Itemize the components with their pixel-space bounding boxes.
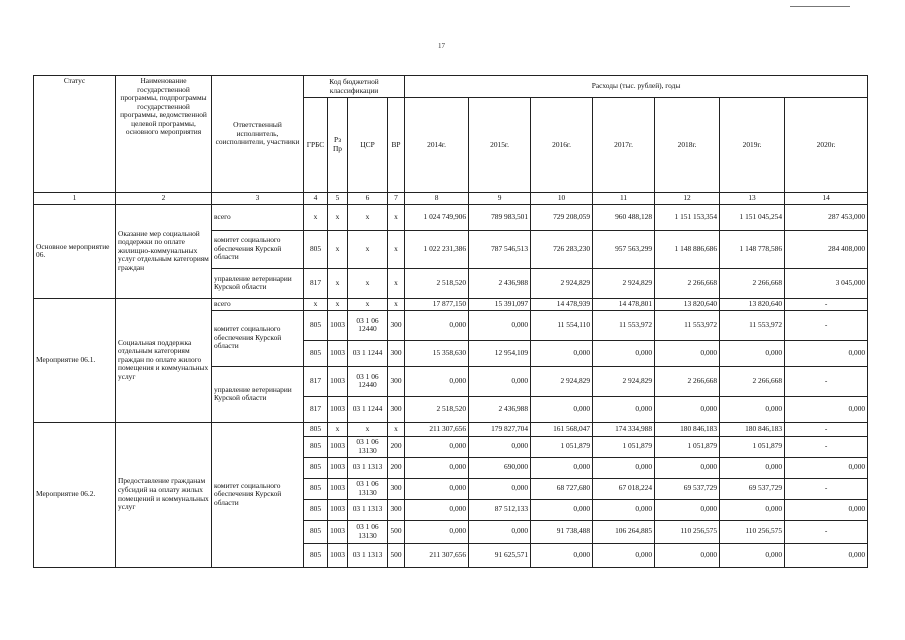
expense-value-cell: 13 820,640 (655, 298, 720, 310)
expense-value-cell: 0,000 (720, 543, 785, 567)
rzpr-cell: х (328, 422, 348, 436)
expense-value-cell: 0,000 (785, 543, 868, 567)
vr-cell: 500 (388, 520, 405, 543)
expense-value-cell: 0,000 (531, 396, 593, 422)
header-year: 2016г. (531, 98, 593, 193)
expense-value-cell: 2 518,520 (405, 396, 469, 422)
header-budget-code: Код бюджетной классификации (304, 76, 405, 98)
expense-value-cell: 1 051,879 (593, 436, 655, 457)
expense-value-cell: 0,000 (531, 499, 593, 520)
grbs-cell: 817 (304, 366, 328, 396)
expense-value-cell: 11 554,110 (531, 310, 593, 340)
expense-value-cell: 13 820,640 (720, 298, 785, 310)
grbs-cell: 805 (304, 543, 328, 567)
expense-value-cell: 2 436,988 (469, 268, 531, 298)
expense-value-cell: 68 727,680 (531, 478, 593, 499)
table-row (34, 422, 868, 436)
column-number: 8 (405, 193, 469, 205)
expense-value-cell: 2 518,520 (405, 268, 469, 298)
expense-value-cell: 0,000 (405, 436, 469, 457)
expense-value-cell: - (785, 366, 868, 396)
column-number: 6 (348, 193, 388, 205)
vr-cell: 300 (388, 310, 405, 340)
column-number: 10 (531, 193, 593, 205)
table-header (34, 76, 868, 205)
grbs-cell: 805 (304, 340, 328, 366)
table-row (34, 204, 868, 230)
header-year: 2018г. (655, 98, 720, 193)
expense-value-cell: 0,000 (785, 457, 868, 478)
expense-value-cell: 180 846,183 (655, 422, 720, 436)
column-number: 3 (212, 193, 304, 205)
rzpr-cell: х (328, 298, 348, 310)
expense-value-cell: 0,000 (655, 457, 720, 478)
expense-value-cell: - (785, 310, 868, 340)
program-name-cell: Социальная поддержка отдельным категориям граждан по оплате жилого помещения и коммунальных услуг (116, 298, 212, 422)
table-body (34, 204, 868, 567)
expense-value-cell: 15 358,630 (405, 340, 469, 366)
grbs-cell: 805 (304, 520, 328, 543)
executor-cell: комитет социального обеспечения Курской области (212, 310, 304, 366)
expense-value-cell: 0,000 (469, 366, 531, 396)
expense-value-cell: 0,000 (469, 436, 531, 457)
expense-value-cell: 2 436,988 (469, 396, 531, 422)
grbs-cell: 805 (304, 457, 328, 478)
csr-cell: х (348, 268, 388, 298)
grbs-cell: х (304, 204, 328, 230)
vr-cell: 300 (388, 499, 405, 520)
executor-cell: комитет социального обеспечения Курской области (212, 422, 304, 567)
csr-cell: х (348, 230, 388, 268)
expense-value-cell: 0,000 (593, 499, 655, 520)
expense-value-cell: 0,000 (593, 457, 655, 478)
expense-value-cell: 69 537,729 (655, 478, 720, 499)
header-csr: ЦСР (348, 98, 388, 193)
expense-value-cell: 0,000 (785, 396, 868, 422)
csr-cell: 03 1 1244 (348, 340, 388, 366)
grbs-cell: 817 (304, 396, 328, 422)
vr-cell: 200 (388, 436, 405, 457)
expense-value-cell: 2 924,829 (593, 366, 655, 396)
expense-value-cell: - (785, 478, 868, 499)
expense-value-cell: 1 051,879 (531, 436, 593, 457)
expense-value-cell: 0,000 (785, 340, 868, 366)
grbs-cell: х (304, 298, 328, 310)
expense-value-cell: 0,000 (469, 478, 531, 499)
expense-value-cell: 0,000 (720, 499, 785, 520)
expense-value-cell: 0,000 (720, 396, 785, 422)
grbs-cell: 805 (304, 499, 328, 520)
rzpr-cell: 1003 (328, 436, 348, 457)
grbs-cell: 817 (304, 268, 328, 298)
expense-value-cell: 1 024 749,906 (405, 204, 469, 230)
header-grbs: ГРБС (304, 98, 328, 193)
column-number: 13 (720, 193, 785, 205)
csr-cell: х (348, 422, 388, 436)
column-number: 2 (116, 193, 212, 205)
grbs-cell: 805 (304, 436, 328, 457)
expense-value-cell: 957 563,299 (593, 230, 655, 268)
expense-value-cell: 91 738,488 (531, 520, 593, 543)
expense-value-cell: 0,000 (655, 396, 720, 422)
vr-cell: х (388, 298, 405, 310)
vr-cell: х (388, 230, 405, 268)
rzpr-cell: х (328, 230, 348, 268)
column-number-row (34, 193, 868, 205)
expense-value-cell: 2 924,829 (531, 366, 593, 396)
vr-cell: 300 (388, 478, 405, 499)
expense-value-cell: 11 553,972 (720, 310, 785, 340)
expense-value-cell: 2 266,668 (655, 268, 720, 298)
expense-value-cell: 0,000 (655, 499, 720, 520)
expense-value-cell: 67 018,224 (593, 478, 655, 499)
expense-value-cell: 0,000 (405, 457, 469, 478)
header-name: Наименование государственной программы, подпрограммы государственной программы, ведомственной целевой программы, основного мероприятия (116, 76, 212, 193)
header-vr: ВР (388, 98, 405, 193)
expense-value-cell: 0,000 (531, 457, 593, 478)
column-number: 1 (34, 193, 116, 205)
expense-value-cell: 110 256,575 (655, 520, 720, 543)
column-number: 11 (593, 193, 655, 205)
expense-value-cell: 2 924,829 (531, 268, 593, 298)
grbs-cell: 805 (304, 310, 328, 340)
vr-cell: х (388, 422, 405, 436)
column-number: 4 (304, 193, 328, 205)
header-year: 2020г. (785, 98, 868, 193)
csr-cell: 03 1 1313 (348, 457, 388, 478)
expense-value-cell: 0,000 (720, 457, 785, 478)
expense-value-cell: 284 408,000 (785, 230, 868, 268)
expense-value-cell: 0,000 (531, 340, 593, 366)
expense-value-cell: 180 846,183 (720, 422, 785, 436)
vr-cell: х (388, 268, 405, 298)
expense-value-cell: - (785, 520, 868, 543)
expense-value-cell: 1 151 045,254 (720, 204, 785, 230)
expense-value-cell: 789 983,501 (469, 204, 531, 230)
expense-value-cell: 2 266,668 (720, 268, 785, 298)
column-number: 7 (388, 193, 405, 205)
column-number: 5 (328, 193, 348, 205)
vr-cell: 300 (388, 366, 405, 396)
expense-value-cell: 787 546,513 (469, 230, 531, 268)
header-year: 2014г. (405, 98, 469, 193)
vr-cell: 200 (388, 457, 405, 478)
csr-cell: 03 1 1313 (348, 499, 388, 520)
rzpr-cell: 1003 (328, 366, 348, 396)
expense-value-cell: - (785, 436, 868, 457)
page-number: 17 (438, 42, 445, 50)
column-number: 12 (655, 193, 720, 205)
vr-cell: 500 (388, 543, 405, 567)
rzpr-cell: 1003 (328, 499, 348, 520)
header-status: Статус (34, 76, 116, 193)
grbs-cell: 805 (304, 422, 328, 436)
program-name-cell: Предоставление гражданам субсидий на оплату жилых помещений и коммунальных услуг (116, 422, 212, 567)
rzpr-cell: 1003 (328, 457, 348, 478)
header-year: 2019г. (720, 98, 785, 193)
expense-value-cell: 15 391,097 (469, 298, 531, 310)
column-number: 9 (469, 193, 531, 205)
expense-value-cell: - (785, 422, 868, 436)
status-cell: Мероприятие 06.1. (34, 298, 116, 422)
expense-value-cell: 1 148 886,686 (655, 230, 720, 268)
rzpr-cell: 1003 (328, 396, 348, 422)
csr-cell: 03 1 06 13130 (348, 436, 388, 457)
executor-cell: комитет социального обеспечения Курской области (212, 230, 304, 268)
csr-cell: 03 1 06 12440 (348, 310, 388, 340)
expense-value-cell: 2 924,829 (593, 268, 655, 298)
expense-value-cell: 0,000 (655, 340, 720, 366)
csr-cell: х (348, 204, 388, 230)
rzpr-cell: 1003 (328, 543, 348, 567)
expense-value-cell: 1 148 778,586 (720, 230, 785, 268)
rzpr-cell: х (328, 268, 348, 298)
rzpr-cell: 1003 (328, 478, 348, 499)
csr-cell: 03 1 1244 (348, 396, 388, 422)
expense-value-cell: 110 256,575 (720, 520, 785, 543)
expense-value-cell: 91 625,571 (469, 543, 531, 567)
rzpr-cell: 1003 (328, 520, 348, 543)
expense-value-cell: 17 877,150 (405, 298, 469, 310)
expense-value-cell: 0,000 (469, 310, 531, 340)
expense-value-cell: 1 051,879 (655, 436, 720, 457)
csr-cell: х (348, 298, 388, 310)
header-year: 2017г. (593, 98, 655, 193)
expense-value-cell: 12 954,109 (469, 340, 531, 366)
expense-value-cell: 161 568,047 (531, 422, 593, 436)
expense-value-cell: - (785, 298, 868, 310)
expense-value-cell: 0,000 (405, 310, 469, 340)
expense-value-cell: 2 266,668 (655, 366, 720, 396)
vr-cell: 300 (388, 396, 405, 422)
expense-value-cell: 2 266,668 (720, 366, 785, 396)
expense-value-cell: 1 151 153,354 (655, 204, 720, 230)
csr-cell: 03 1 1313 (348, 543, 388, 567)
expense-value-cell: 0,000 (593, 340, 655, 366)
expense-value-cell: 960 488,128 (593, 204, 655, 230)
expense-value-cell: 211 307,656 (405, 422, 469, 436)
csr-cell: 03 1 06 12440 (348, 366, 388, 396)
expense-value-cell: 0,000 (405, 478, 469, 499)
vr-cell: х (388, 204, 405, 230)
executor-cell: управление ветеринарии Курской области (212, 366, 304, 422)
vr-cell: 300 (388, 340, 405, 366)
expense-value-cell: 211 307,656 (405, 543, 469, 567)
expense-value-cell: 0,000 (405, 499, 469, 520)
grbs-cell: 805 (304, 230, 328, 268)
expense-value-cell: 690,000 (469, 457, 531, 478)
expense-value-cell: 0,000 (531, 543, 593, 567)
expense-value-cell: 3 045,000 (785, 268, 868, 298)
rzpr-cell: х (328, 204, 348, 230)
expense-value-cell: 14 478,801 (593, 298, 655, 310)
expense-value-cell: 11 553,972 (593, 310, 655, 340)
expense-value-cell: 0,000 (405, 366, 469, 396)
expense-value-cell: 69 537,729 (720, 478, 785, 499)
executor-cell: всего (212, 204, 304, 230)
rzpr-cell: 1003 (328, 340, 348, 366)
expense-value-cell: 174 334,988 (593, 422, 655, 436)
expense-value-cell: 11 553,972 (655, 310, 720, 340)
program-name-cell: Оказание мер социальной поддержки по оплате жилищно-коммунальных услуг отдельным категориям граждан (116, 204, 212, 298)
expense-value-cell: 1 022 231,386 (405, 230, 469, 268)
expense-value-cell: 0,000 (785, 499, 868, 520)
expense-value-cell: 106 264,885 (593, 520, 655, 543)
expense-value-cell: 0,000 (655, 543, 720, 567)
header-expenses: Расходы (тыс. рублей), годы (405, 76, 868, 98)
budget-table (33, 75, 868, 568)
expense-value-cell: 0,000 (405, 520, 469, 543)
expense-value-cell: 0,000 (469, 520, 531, 543)
executor-cell: всего (212, 298, 304, 310)
expense-value-cell: 179 827,704 (469, 422, 531, 436)
header-executor: Ответственный исполнитель, соисполнители, участники (212, 76, 304, 193)
expense-value-cell: 726 283,230 (531, 230, 593, 268)
status-cell: Основное мероприятие 06. (34, 204, 116, 298)
table-row (34, 298, 868, 310)
column-number: 14 (785, 193, 868, 205)
top-rule (790, 6, 850, 7)
expense-value-cell: 1 051,879 (720, 436, 785, 457)
csr-cell: 03 1 06 13130 (348, 520, 388, 543)
rzpr-cell: 1003 (328, 310, 348, 340)
expense-value-cell: 0,000 (720, 340, 785, 366)
header-rzpr: Рз Пр (328, 98, 348, 193)
executor-cell: управление ветеринарии Курской области (212, 268, 304, 298)
expense-value-cell: 0,000 (593, 396, 655, 422)
csr-cell: 03 1 06 13130 (348, 478, 388, 499)
grbs-cell: 805 (304, 478, 328, 499)
header-year: 2015г. (469, 98, 531, 193)
expense-value-cell: 14 478,939 (531, 298, 593, 310)
expense-value-cell: 287 453,000 (785, 204, 868, 230)
expense-value-cell: 0,000 (593, 543, 655, 567)
expense-value-cell: 87 512,133 (469, 499, 531, 520)
status-cell: Мероприятие 06.2. (34, 422, 116, 567)
expense-value-cell: 729 208,059 (531, 204, 593, 230)
